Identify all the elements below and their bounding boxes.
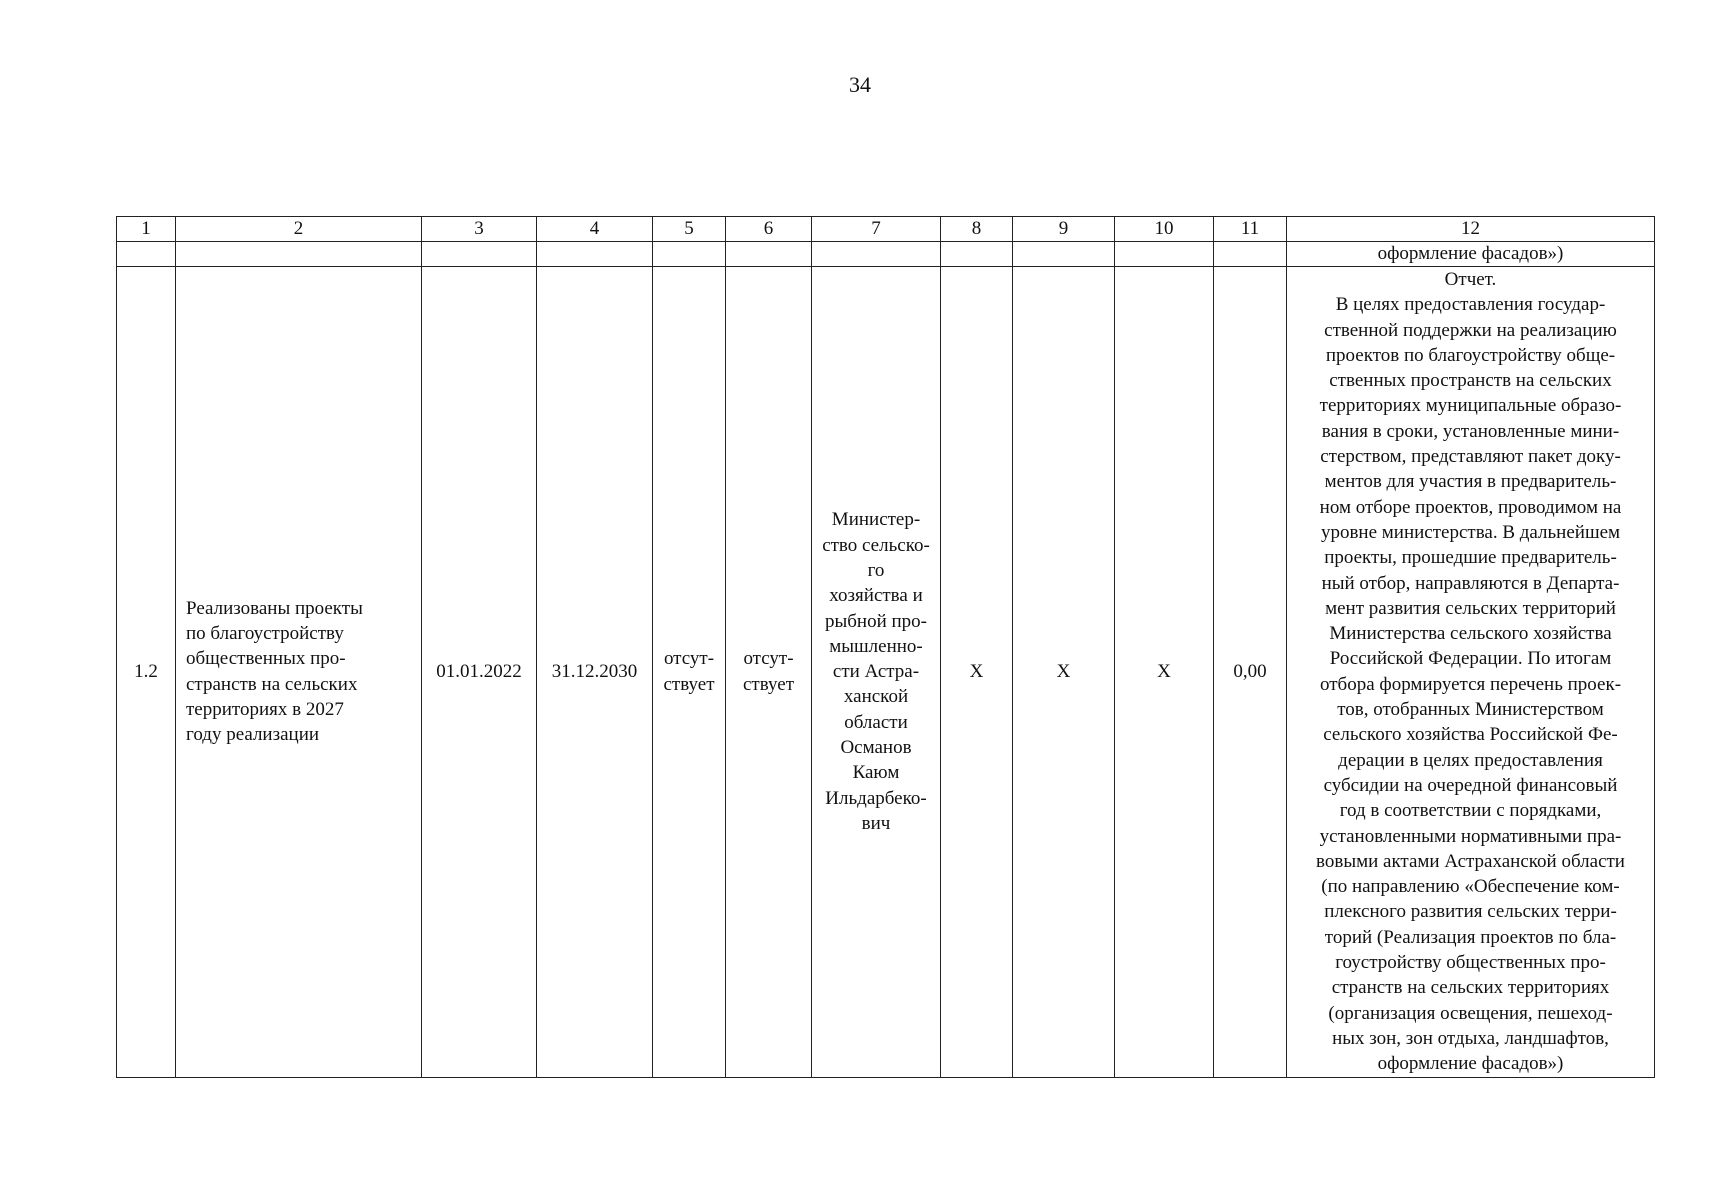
text-line: Российской Федерации. По итогам (1329, 648, 1612, 670)
row-number: 1.2 (117, 267, 176, 1078)
text-line: Османов (840, 736, 912, 758)
text-line: Реализованы проекты (186, 597, 363, 619)
text-line: В целях предоставления государ- (1335, 294, 1606, 316)
text-line: установленными нормативными пра- (1319, 825, 1622, 847)
text-line: Отчет. (1444, 269, 1497, 290)
continuation-comment: оформление фасадов») (1287, 242, 1655, 267)
empty-cell (1115, 242, 1214, 267)
column-number-cell: 3 (422, 217, 537, 242)
text-line: оформление фасадов») (1377, 1053, 1564, 1075)
text-line: отбора формируется перечень проек- (1319, 673, 1622, 695)
text-line: гоустройству общественных про- (1335, 952, 1606, 974)
column-10-value: Х (1115, 267, 1214, 1078)
event-name (176, 267, 422, 1078)
text-line: го (867, 559, 885, 581)
empty-cell (117, 242, 176, 267)
text-line: Министерства сельского хозяйства (1329, 623, 1612, 645)
column-5-value (653, 267, 726, 1078)
empty-cell (1013, 242, 1115, 267)
text-line: ный отбор, направляются в Департа- (1321, 572, 1620, 594)
column-number-cell: 5 (653, 217, 726, 242)
report-table (116, 216, 1655, 1078)
text-line: ментов для участия в предваритель- (1324, 471, 1617, 493)
text-line: территориях в 2027 (186, 699, 344, 721)
start-date: 01.01.2022 (422, 267, 537, 1078)
empty-cell (726, 242, 812, 267)
text-line: ном отборе проектов, проводимом на (1319, 496, 1622, 518)
column-number-cell: 6 (726, 217, 812, 242)
text-line: вич (861, 812, 891, 834)
end-date: 31.12.2030 (537, 267, 653, 1078)
column-number-cell: 11 (1214, 217, 1287, 242)
text-line: Каюм (852, 762, 900, 784)
column-number-cell: 8 (941, 217, 1013, 242)
text-line: тов, отобранных Министерством (1337, 699, 1604, 721)
text-line: вовыми актами Астраханской области (1316, 850, 1625, 872)
text-line: ственной поддержки на реализацию (1324, 319, 1617, 341)
text-line: ных зон, зон отдыха, ландшафтов, (1332, 1027, 1609, 1049)
column-number-cell: 2 (176, 217, 422, 242)
text-line: сельского хозяйства Российской Фе- (1323, 724, 1618, 746)
column-number-cell: 12 (1287, 217, 1655, 242)
text-line: странств на сельских территориях (1331, 977, 1610, 999)
text-line: субсидии на очередной финансовый (1323, 774, 1618, 796)
text-line: год в соответствии с порядками, (1339, 800, 1602, 822)
empty-cell (176, 242, 422, 267)
text-line: ственных пространств на сельских (1329, 370, 1612, 392)
text-line: мент развития сельских территорий (1325, 597, 1616, 619)
text-line: сти Астра- (832, 661, 920, 683)
column-8-value: Х (941, 267, 1013, 1078)
column-number-row (117, 217, 1655, 242)
text-line: Ильдарбеко- (825, 787, 927, 809)
empty-cell (941, 242, 1013, 267)
text-line: хозяйства и (829, 585, 923, 607)
column-9-value: Х (1013, 267, 1115, 1078)
text-line: (по направлению «Обеспечение ком- (1321, 876, 1620, 898)
column-number-cell: 1 (117, 217, 176, 242)
report-comment (1287, 267, 1655, 1078)
text-line: дерации в целях предоставления (1338, 749, 1603, 771)
page-number: 34 (849, 72, 871, 97)
text-line: отсут- (663, 648, 715, 670)
column-number-cell: 7 (812, 217, 941, 242)
table-row (117, 267, 1655, 1078)
text-line: ствует (742, 673, 795, 695)
text-line: странств на сельских (186, 673, 358, 695)
empty-cell (537, 242, 653, 267)
text-line: проекты, прошедшие предваритель- (1324, 547, 1617, 569)
text-line: Министер- (831, 509, 921, 531)
column-number-cell: 10 (1115, 217, 1214, 242)
column-number-cell: 9 (1013, 217, 1115, 242)
column-number-cell: 4 (537, 217, 653, 242)
text-line: плексного развития сельских терри- (1324, 901, 1617, 923)
text-line: мышленно- (829, 635, 923, 657)
responsible-executor (812, 267, 941, 1078)
empty-cell (422, 242, 537, 267)
text-line: области (844, 711, 908, 733)
continuation-row (117, 242, 1655, 267)
text-line: ство сельско- (822, 534, 930, 556)
text-line: уровне министерства. В дальнейшем (1320, 521, 1621, 543)
text-line: году реализации (186, 724, 320, 746)
empty-cell (653, 242, 726, 267)
text-line: торий (Реализация проектов по бла- (1324, 926, 1617, 948)
empty-cell (812, 242, 941, 267)
text-line: общественных про- (186, 648, 346, 670)
text-line: ханской (843, 686, 909, 708)
text-line: проектов по благоустройству обще- (1325, 344, 1616, 366)
text-line: территориях муниципальные образо- (1319, 395, 1622, 417)
text-line: рыбной про- (824, 610, 927, 632)
text-line: вания в сроки, установленные мини- (1321, 420, 1620, 442)
column-11-value: 0,00 (1214, 267, 1287, 1078)
text-line: ствует (663, 673, 715, 695)
text-line: отсут- (743, 648, 794, 670)
empty-cell (1214, 242, 1287, 267)
text-line: стерством, представляют пакет доку- (1320, 446, 1621, 468)
column-6-value (726, 267, 812, 1078)
text-line: по благоустройству (186, 623, 344, 645)
text-line: (организация освещения, пешеход- (1328, 1002, 1613, 1024)
